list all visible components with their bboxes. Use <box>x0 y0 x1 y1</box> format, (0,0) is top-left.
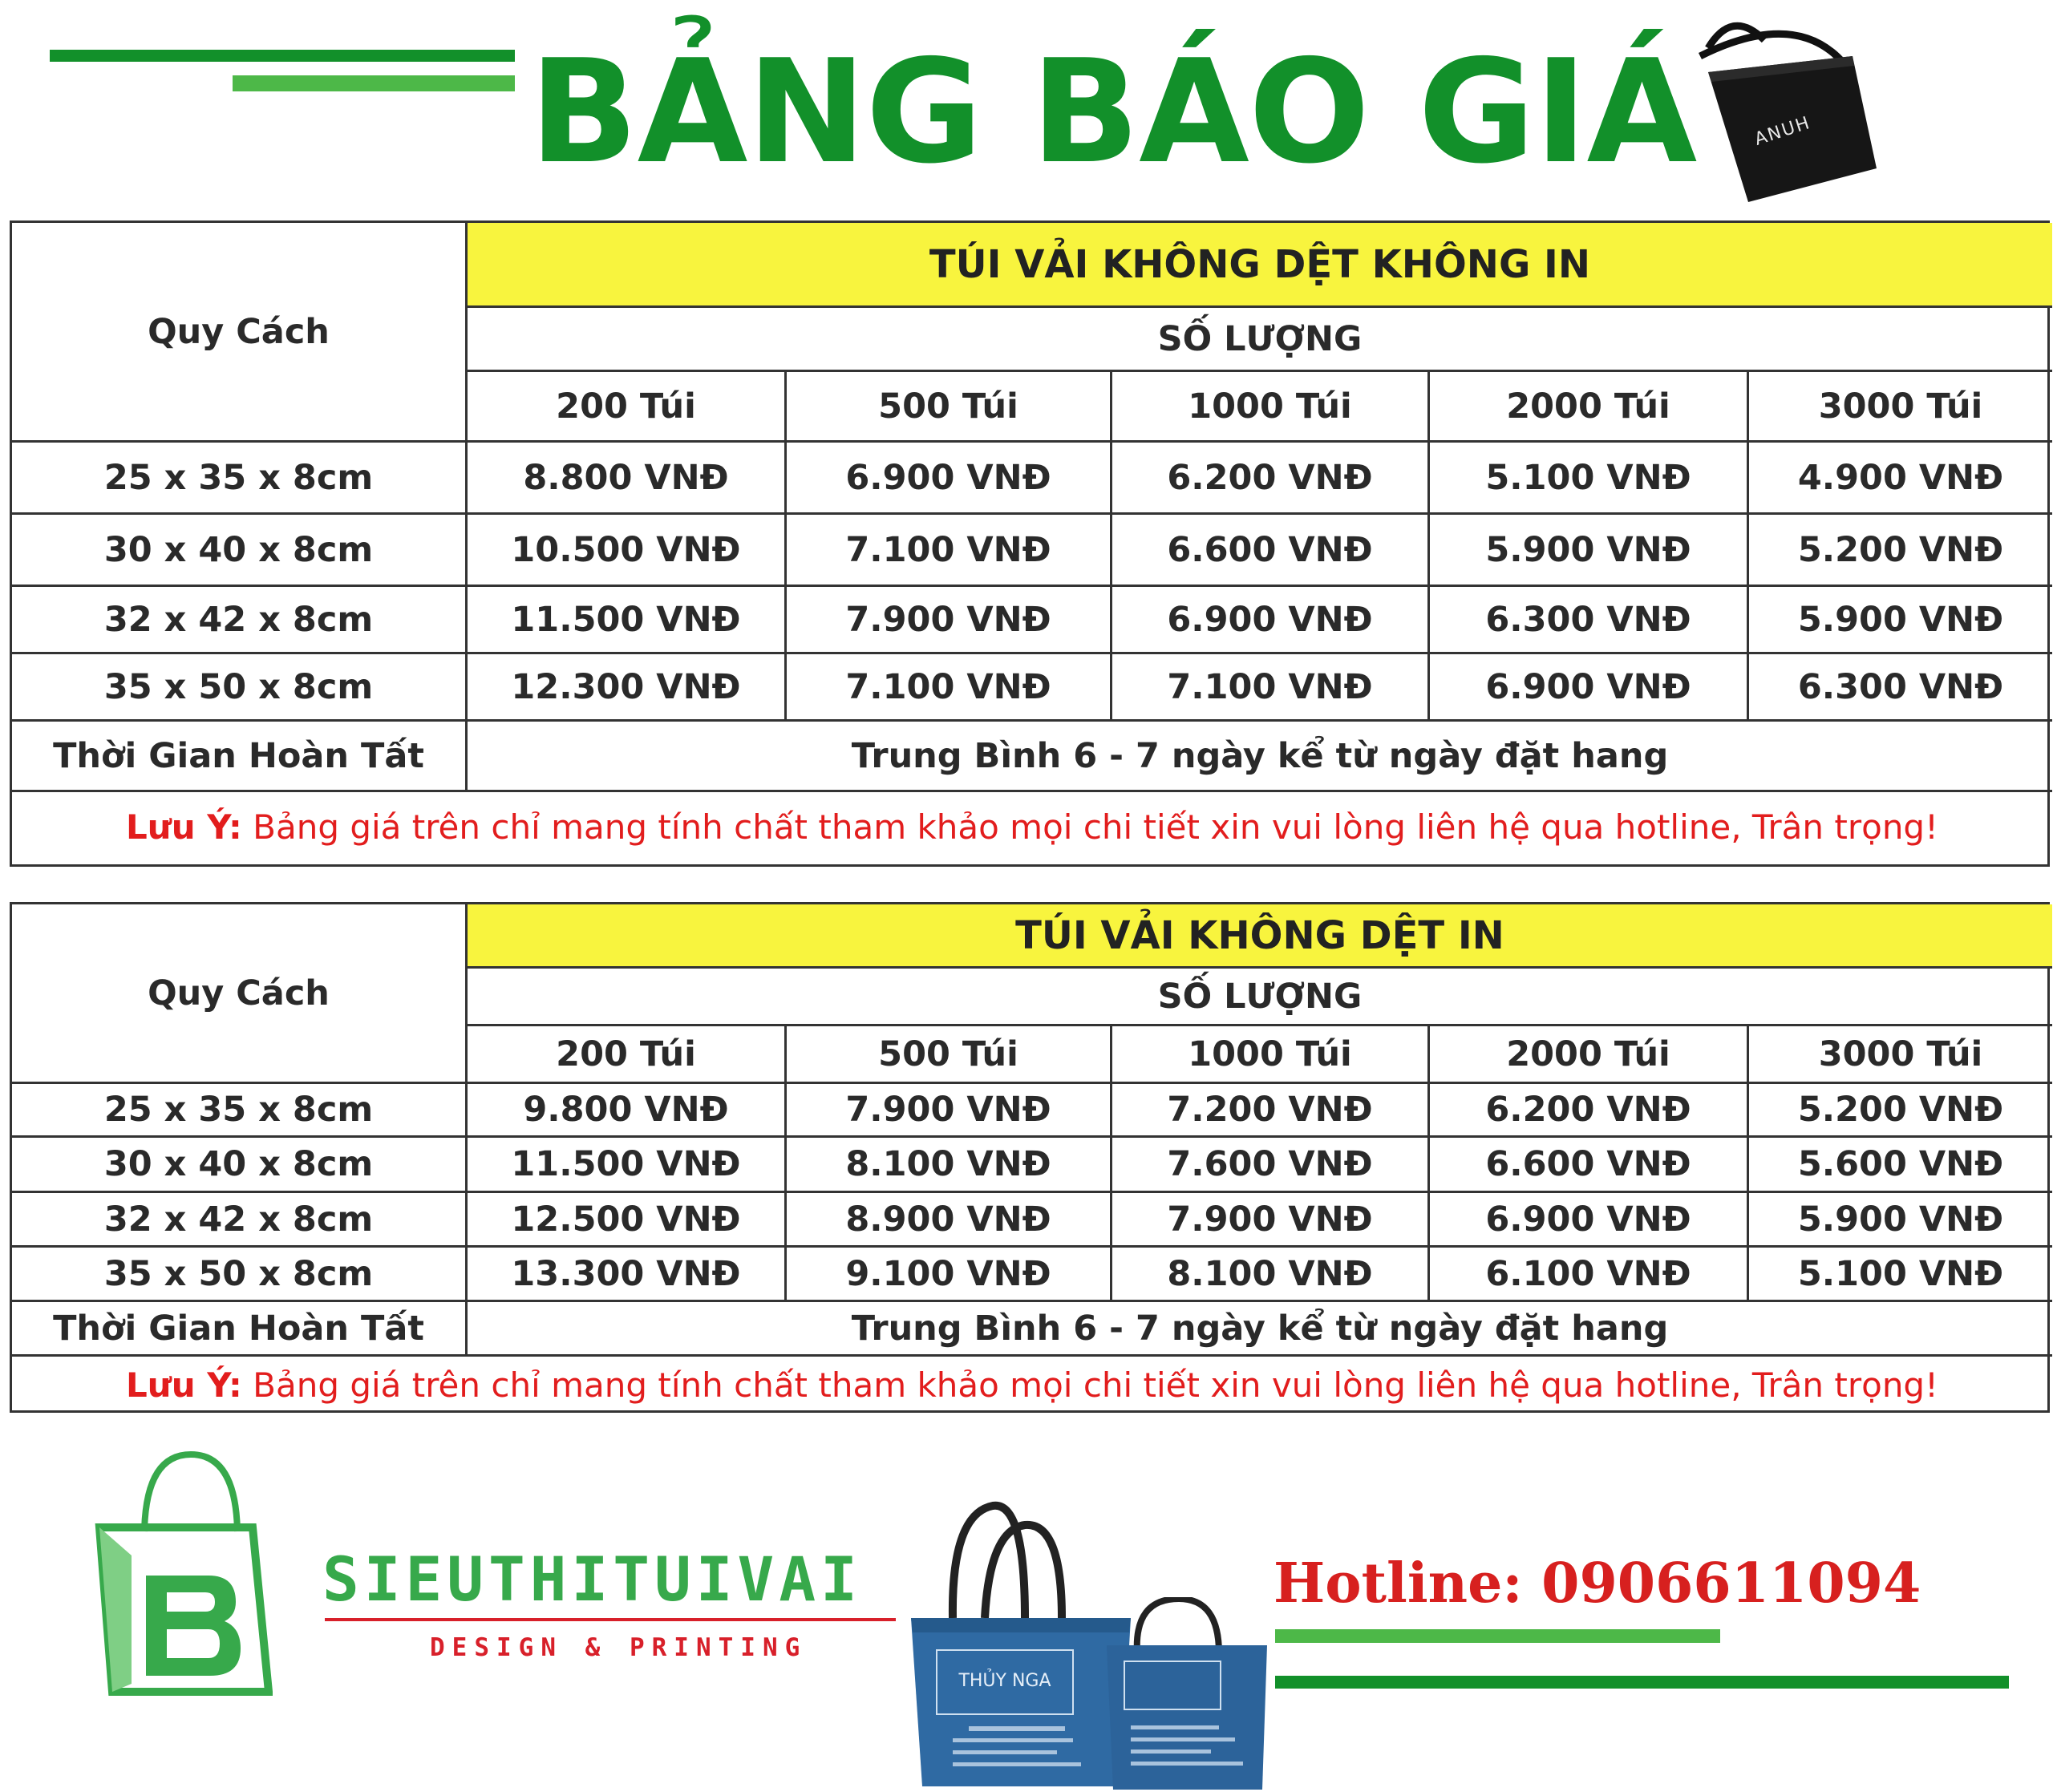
note-prefix: Lưu Ý: <box>126 1365 242 1405</box>
price-cell: 5.200 VNĐ <box>1749 515 2052 587</box>
price-cell: 7.900 VNĐ <box>1112 1193 1430 1248</box>
price-cell: 8.800 VNĐ <box>468 443 787 515</box>
size-cell: 25 x 35 x 8cm <box>12 443 468 515</box>
price-cell: 6.600 VNĐ <box>1112 515 1430 587</box>
price-table-unprinted <box>10 220 2050 867</box>
completion-label: Thời Gian Hoàn Tất <box>12 1302 468 1357</box>
price-cell: 7.100 VNĐ <box>787 515 1112 587</box>
price-cell: 13.300 VNĐ <box>468 1248 787 1302</box>
size-cell: 35 x 50 x 8cm <box>12 654 468 722</box>
quantity-col-header: 2000 Túi <box>1430 372 1749 443</box>
quantity-col-header: 200 Túi <box>468 1026 787 1084</box>
price-cell: 8.100 VNĐ <box>1112 1248 1430 1302</box>
size-cell: 32 x 42 x 8cm <box>12 1193 468 1248</box>
completion-value: Trung Bình 6 - 7 ngày kể từ ngày đặt hang <box>468 1302 2052 1357</box>
price-cell: 5.600 VNĐ <box>1749 1138 2052 1193</box>
category-header: TÚI VẢI KHÔNG DỆT IN <box>468 904 2052 969</box>
brand-logo-icon <box>88 1451 273 1700</box>
price-cell: 8.900 VNĐ <box>787 1193 1112 1248</box>
price-cell: 4.900 VNĐ <box>1749 443 2052 515</box>
price-cell: 6.200 VNĐ <box>1430 1084 1749 1138</box>
price-cell: 7.100 VNĐ <box>787 654 1112 722</box>
note-prefix: Lưu Ý: <box>126 807 242 847</box>
size-cell: 35 x 50 x 8cm <box>12 1248 468 1302</box>
footer-bar-dark <box>1275 1676 2009 1689</box>
quantity-col-header: 3000 Túi <box>1749 372 2052 443</box>
price-cell: 6.900 VNĐ <box>1112 587 1430 654</box>
size-cell: 25 x 35 x 8cm <box>12 1084 468 1138</box>
quantity-col-header: 1000 Túi <box>1112 372 1430 443</box>
price-cell: 6.200 VNĐ <box>1112 443 1430 515</box>
bag-brand-text: THỦY NGA <box>958 1671 1051 1691</box>
price-cell: 5.900 VNĐ <box>1749 587 2052 654</box>
price-cell: 7.100 VNĐ <box>1112 654 1430 722</box>
price-table-printed <box>10 902 2050 1413</box>
price-cell: 12.500 VNĐ <box>468 1193 787 1248</box>
quantity-col-header: 200 Túi <box>468 372 787 443</box>
size-cell: 30 x 40 x 8cm <box>12 515 468 587</box>
page-title: BẢNG BÁO GIÁ <box>529 29 1697 195</box>
price-cell: 6.900 VNĐ <box>787 443 1112 515</box>
quantity-header: SỐ LƯỢNG <box>468 308 2052 372</box>
brand-tagline: DESIGN & PRINTING <box>430 1633 808 1662</box>
price-cell: 5.200 VNĐ <box>1749 1084 2052 1138</box>
price-cell: 8.100 VNĐ <box>787 1138 1112 1193</box>
price-cell: 5.100 VNĐ <box>1430 443 1749 515</box>
size-cell: 32 x 42 x 8cm <box>12 587 468 654</box>
quantity-col-header: 500 Túi <box>787 1026 1112 1084</box>
price-cell: 6.300 VNĐ <box>1749 654 2052 722</box>
completion-label: Thời Gian Hoàn Tất <box>12 722 468 792</box>
note-row <box>12 1357 2052 1413</box>
price-cell: 5.900 VNĐ <box>1430 515 1749 587</box>
footer-bar-light <box>1275 1629 1720 1643</box>
quantity-header: SỐ LƯỢNG <box>468 969 2052 1026</box>
price-cell: 6.100 VNĐ <box>1430 1248 1749 1302</box>
price-cell: 7.900 VNĐ <box>787 1084 1112 1138</box>
price-cell: 6.300 VNĐ <box>1430 587 1749 654</box>
price-cell: 7.900 VNĐ <box>787 587 1112 654</box>
price-cell: 6.900 VNĐ <box>1430 1193 1749 1248</box>
quantity-col-header: 1000 Túi <box>1112 1026 1430 1084</box>
quantity-col-header: 2000 Túi <box>1430 1026 1749 1084</box>
price-cell: 10.500 VNĐ <box>468 515 787 587</box>
price-cell: 7.200 VNĐ <box>1112 1084 1430 1138</box>
tote-bag-image-top <box>1684 16 1885 208</box>
brand-underline <box>325 1618 896 1621</box>
price-cell: 7.600 VNĐ <box>1112 1138 1430 1193</box>
note-row <box>12 792 2052 862</box>
price-cell: 9.100 VNĐ <box>787 1248 1112 1302</box>
size-cell: 30 x 40 x 8cm <box>12 1138 468 1193</box>
brand-name: SIEUTHITUIVAI <box>322 1543 862 1615</box>
price-cell: 6.900 VNĐ <box>1430 654 1749 722</box>
quantity-col-header: 500 Túi <box>787 372 1112 443</box>
hotline-text[interactable]: Hotline: 0906611094 <box>1274 1551 1921 1616</box>
header-bar-light <box>233 75 515 91</box>
category-header: TÚI VẢI KHÔNG DỆT KHÔNG IN <box>468 223 2052 308</box>
bag-logo-text: ANUH <box>1751 112 1814 150</box>
price-cell: 5.900 VNĐ <box>1749 1193 2052 1248</box>
quantity-col-header: 3000 Túi <box>1749 1026 2052 1084</box>
header-bar-dark <box>50 50 515 62</box>
price-cell: 12.300 VNĐ <box>468 654 787 722</box>
price-cell: 5.100 VNĐ <box>1749 1248 2052 1302</box>
spec-header: Quy Cách <box>12 904 468 1084</box>
tote-bag-image-blue-back <box>1099 1597 1275 1792</box>
note-text: Bảng giá trên chỉ mang tính chất tham khảo mọi chi tiết xin vui lòng liên hệ qua hotline, Trân trọng! <box>241 807 1938 847</box>
completion-value: Trung Bình 6 - 7 ngày kể từ ngày đặt hang <box>468 722 2052 792</box>
note-text: Bảng giá trên chỉ mang tính chất tham khảo mọi chi tiết xin vui lòng liên hệ qua hotline, Trân trọng! <box>241 1365 1938 1405</box>
price-cell: 11.500 VNĐ <box>468 1138 787 1193</box>
price-cell: 9.800 VNĐ <box>468 1084 787 1138</box>
price-cell: 11.500 VNĐ <box>468 587 787 654</box>
price-cell: 6.600 VNĐ <box>1430 1138 1749 1193</box>
spec-header: Quy Cách <box>12 223 468 443</box>
